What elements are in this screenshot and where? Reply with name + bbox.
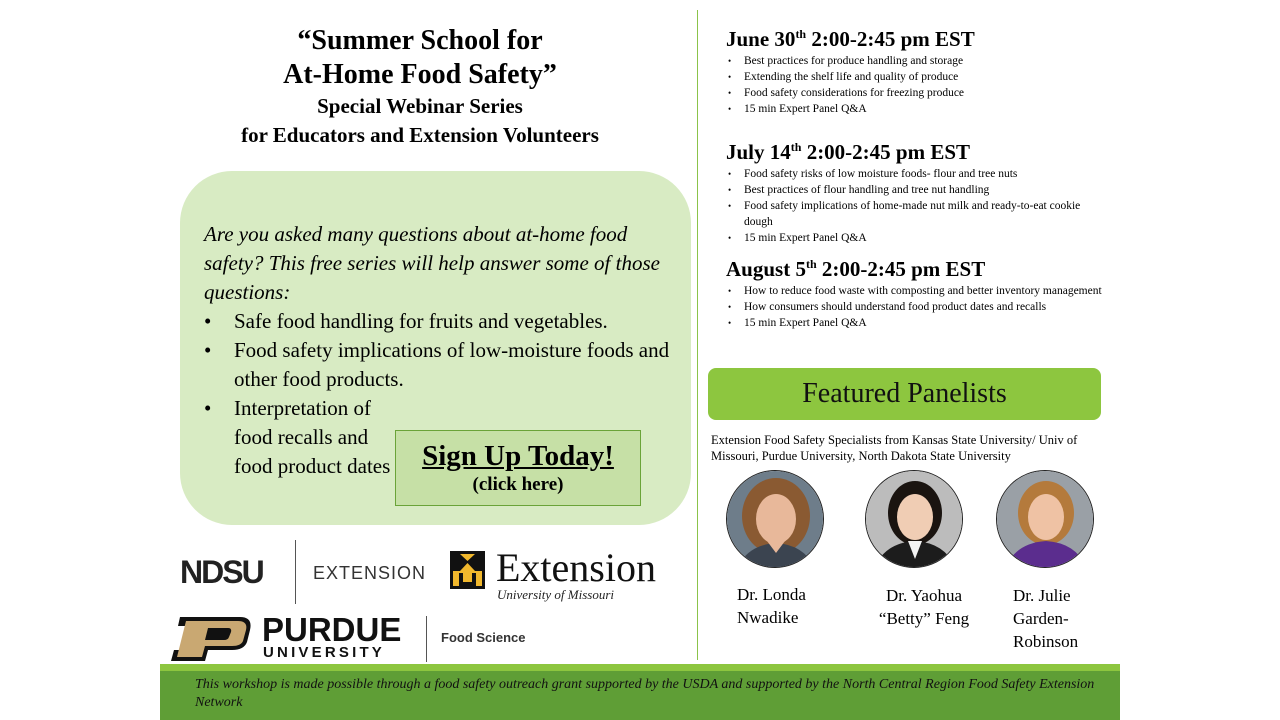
session-topic-item: • Best practices of flour handling and tree nut handling — [726, 182, 1106, 198]
session-topic-item: • 15 min Expert Panel Q&A — [726, 101, 1106, 117]
session-heading-august-5 — [726, 256, 985, 282]
purdue-logo-divider — [426, 616, 427, 662]
purdue-logo-name: PURDUE — [262, 611, 402, 648]
ndsu-logo-divider — [295, 540, 296, 604]
footer-accent-strip — [160, 664, 1120, 671]
title-line-2: At-Home Food Safety” — [283, 59, 557, 90]
panelist-name: Dr. Londa Nwadike — [737, 585, 806, 627]
session-date-suffix: th — [805, 257, 817, 271]
sign-up-link[interactable]: Sign Up Today! — [422, 440, 614, 472]
session-topic-item: • Food safety risks of low moisture foods- flour and tree nuts — [726, 166, 1106, 182]
session-date: July 14 — [726, 140, 791, 164]
subtitle-line-1: Special Webinar Series — [317, 94, 523, 118]
session-topic-item: • 15 min Expert Panel Q&A — [726, 315, 1106, 331]
session-topic-item: • How to reduce food waste with composting and better inventory management — [726, 283, 1106, 299]
session-topic-item: • Best practices for produce handling and storage — [726, 53, 1106, 69]
session-date: June 30 — [726, 27, 796, 51]
ndsu-extension-label: EXTENSION — [313, 563, 427, 583]
panelist-photo — [865, 470, 963, 568]
sign-up-button[interactable] — [395, 430, 641, 506]
featured-panelists-heading: Featured Panelists — [708, 368, 1101, 420]
session-heading-june-30 — [726, 26, 975, 52]
session-heading-july-14 — [726, 139, 970, 165]
ndsu-logo: NDSU — [180, 554, 263, 590]
intro-topic-item: • Interpretation of food recalls and food product dates — [204, 394, 404, 481]
panelist-photo — [726, 470, 824, 568]
session-time: 2:00-2:45 pm EST — [816, 257, 986, 281]
mizzou-university-label: University of Missouri — [497, 587, 614, 602]
purdue-logo-university: UNIVERSITY — [263, 644, 386, 661]
purdue-p-icon — [170, 616, 254, 662]
session-date: August 5 — [726, 257, 806, 281]
page-title — [170, 24, 670, 150]
session-topic-item: • Extending the shelf life and quality of produce — [726, 69, 1106, 85]
purdue-food-science-label: Food Science — [441, 630, 526, 645]
sign-up-sublabel[interactable]: (click here) — [472, 474, 564, 495]
session-topic-item: • Food safety considerations for freezing produce — [726, 85, 1106, 101]
panelist-photo — [996, 470, 1094, 568]
panelist-name: Dr. Yaohua “Betty” Feng — [878, 586, 970, 628]
session-time: 2:00-2:45 pm EST — [806, 27, 975, 51]
title-line-1: “Summer School for — [297, 25, 543, 56]
session-topic-list — [726, 53, 1106, 117]
session-topic-item: • 15 min Expert Panel Q&A — [726, 230, 1106, 246]
session-date-suffix: th — [790, 140, 802, 154]
mizzou-shield-icon — [450, 551, 485, 589]
session-topic-list — [726, 283, 1106, 331]
session-date-suffix: th — [795, 27, 807, 41]
session-topic-list — [726, 166, 1106, 246]
session-topic-item: • How consumers should understand food product dates and recalls — [726, 299, 1106, 315]
session-topic-item: • Food safety implications of home-made nut milk and ready-to-eat cookie dough — [726, 198, 1106, 230]
footer-funding-note: This workshop is made possible through a food safety outreach grant supported by the USDA and supported by the North Central Region Food Safety Extension Network — [195, 677, 1095, 710]
panelists-description: Extension Food Safety Specialists from Kansas State University/ Univ of Missouri, Purdue University, North Dakota State University — [711, 433, 1078, 463]
intro-question: Are you asked many questions about at-home food safety? This free series will help answer some of those questions: — [204, 222, 660, 304]
intro-topic-item: • Food safety implications of low-moisture foods and other food products. — [204, 336, 674, 394]
intro-topic-item: • Safe food handling for fruits and vegetables. — [204, 307, 674, 336]
mizzou-extension-logo: Extension — [496, 545, 656, 590]
session-time: 2:00-2:45 pm EST — [801, 140, 971, 164]
column-divider — [697, 10, 698, 660]
subtitle-line-2: for Educators and Extension Volunteers — [241, 123, 599, 147]
panelist-name: Dr. Julie Garden- Robinson — [1013, 586, 1079, 651]
